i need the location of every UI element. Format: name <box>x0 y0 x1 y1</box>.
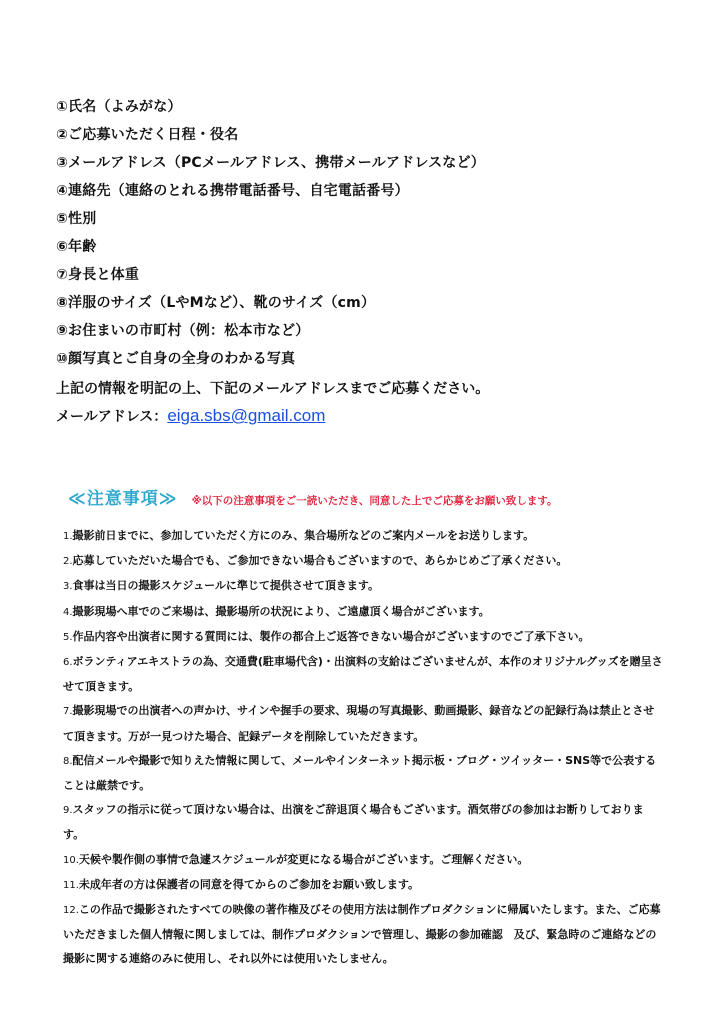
notice-item-text: 撮影前日までに、参加していただく方にのみ、集合場所などのご案内メールをお送りします。 <box>72 529 535 542</box>
notice-item-text: 応募していただいた場合でも、ご参加できない場合もございますので、あらかじめご了承ください。 <box>72 554 568 568</box>
required-info-item: ⑥年齢 <box>56 239 97 255</box>
notice-item-text: 作品内容や出演者に関する質問には、製作の都合上ご返答できない場合がございますのでご了承下さい。 <box>72 629 590 643</box>
notice-item <box>63 574 663 599</box>
notice-item-text: 撮影現場へ車でのご来場は、撮影場所の状況により、ご遠慮頂く場合がございます。 <box>72 604 490 618</box>
notice-item-text: 撮影現場での出演者への声かけ、サインや握手の要求、現場の写真撮影、動画撮影、録音などの記録行為は禁止とさせて頂きます。万が一見つけた場合、記録データを削除していただきます。 <box>63 704 655 743</box>
required-info-item: ⑤性別 <box>56 211 97 227</box>
notice-item-number: 2. <box>63 556 73 568</box>
notice-item-number: 12. <box>63 905 79 917</box>
required-info-item: ⑧洋服のサイズ（LやMなど）、靴のサイズ（cm） <box>56 295 376 311</box>
notice-list <box>63 524 663 972</box>
required-info-item: ⑩顔写真とご自身の全身のわかる写真 <box>56 351 296 367</box>
required-info-list <box>56 96 696 376</box>
mail-address-link[interactable]: eiga.sbs@gmail.com <box>167 406 326 425</box>
notice-item-number: 4. <box>63 606 73 618</box>
notice-item-text: 天候や製作側の事情で急遽スケジュールが変更になる場合がございます。ご理解ください。 <box>78 852 529 866</box>
notice-item-text: 配信メールや撮影で知りえた情報に関して、メールやインターネット掲示板・ブログ・ツイッター・SNS等で公表することは厳禁です。 <box>63 753 657 793</box>
notice-item-number: 9. <box>63 805 73 817</box>
notice-item <box>63 549 663 574</box>
notice-item <box>63 749 663 798</box>
notice-item <box>63 848 663 873</box>
required-info-item: ①氏名（よみがな） <box>56 99 182 115</box>
notice-item <box>63 625 663 650</box>
required-info-item: ③メールアドレス（PCメールアドレス、携帯メールアドレスなど） <box>56 155 485 171</box>
notice-subtitle: ※以下の注意事項をご一読いただき、同意した上でご応募をお願い致します。 <box>191 495 558 507</box>
required-info-item: ②ご応募いただく日程・役名 <box>56 127 239 143</box>
application-instruction: 上記の情報を明記の上、下記のメールアドレスまでご応募ください。 <box>56 381 490 397</box>
notice-item-text: この作品で撮影されたすべての映像の著作権及びその使用方法は制作プロダクションに帰属いたします。また、ご応募いただきました個人情報に関しましては、制作プロダクションで管理し、撮影の参加確認 及び、緊急時のご連絡などの撮影に関する連絡のみに使用し、それ以外には使用いたしません。 <box>63 903 661 966</box>
notice-item <box>63 600 663 625</box>
required-info-item: ⑦身長と体重 <box>56 267 140 283</box>
notice-item <box>63 524 663 549</box>
notice-item-text: 食事は当日の撮影スケジュールに準じて提供させて頂きます。 <box>72 579 380 593</box>
notice-item <box>63 798 663 847</box>
mail-address-label: メールアドレス： <box>56 409 168 425</box>
notice-title: ≪注意事項≫ <box>68 489 178 509</box>
notice-item <box>63 873 663 898</box>
notice-item-number: 3. <box>63 581 73 593</box>
notice-item-text: スタッフの指示に従って頂けない場合は、出演をご辞退頂く場合もございます。酒気帯びの参加はお断りしております。 <box>63 803 644 842</box>
required-info-item: ⑨お住まいの市町村（例：松本市など） <box>56 323 310 339</box>
notice-item-number: 8. <box>63 755 73 767</box>
notice-item-text: ボランティアエキストラの為、交通費(駐車場代含)・出演料の支給はございませんが、本作のオリジナルグッズを贈呈させて頂きます。 <box>63 655 663 694</box>
notice-item-number: 5. <box>63 631 73 643</box>
notice-item <box>63 898 663 972</box>
notice-item <box>63 650 663 699</box>
notice-item-number: 11. <box>63 879 79 891</box>
notice-item-number: 7. <box>63 706 73 718</box>
notice-item-text: 未成年者の方は保護者の同意を得てからのご参加をお願い致します。 <box>78 877 420 891</box>
notice-header <box>68 484 558 509</box>
required-info-item: ④連絡先（連絡のとれる携帯電話番号、自宅電話番号） <box>56 183 409 199</box>
notice-item-number: 10. <box>63 854 79 866</box>
notice-item-number: 6. <box>63 657 73 669</box>
notice-item <box>63 699 663 748</box>
notice-item-number: 1. <box>63 531 73 542</box>
mail-address-line <box>56 406 325 426</box>
